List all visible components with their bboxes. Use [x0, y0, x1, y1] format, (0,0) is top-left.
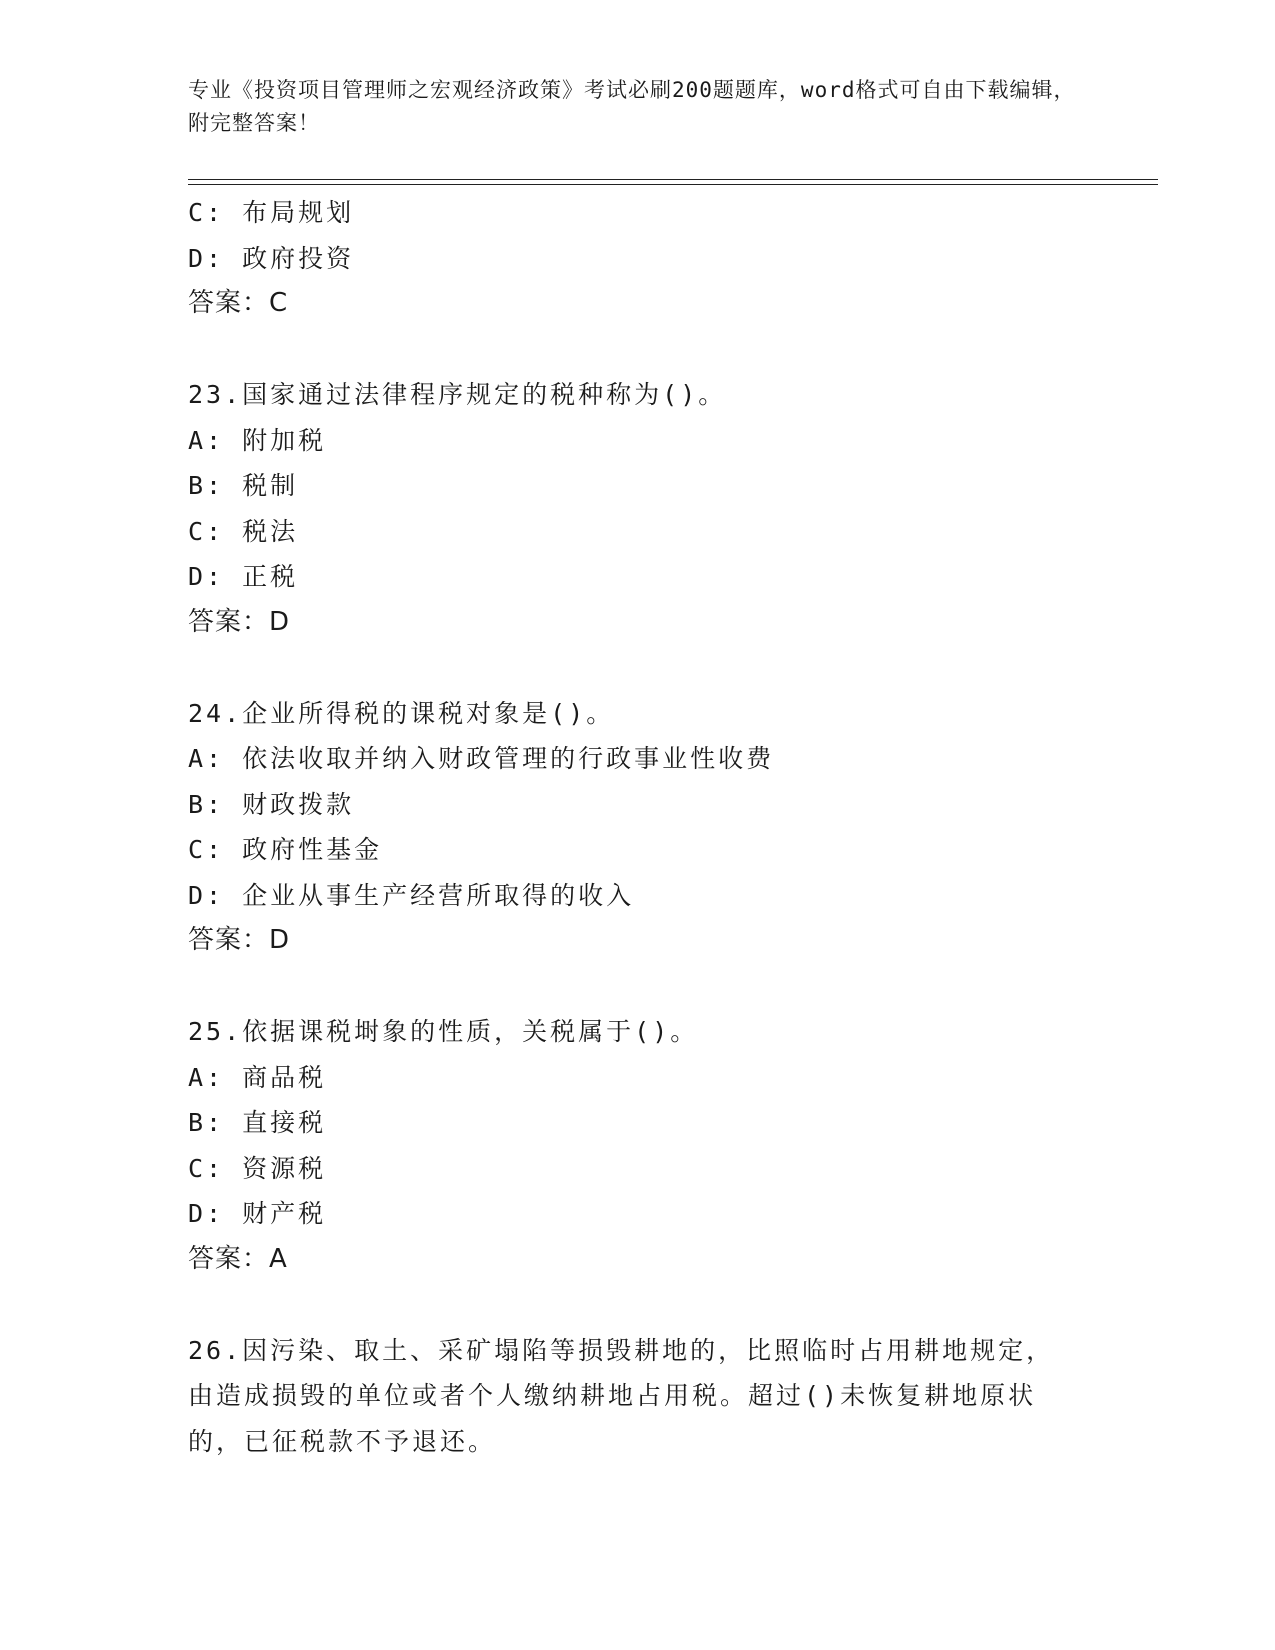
option-c: C: 税法 [188, 516, 299, 546]
option-d: D: 企业从事生产经营所取得的收入 [188, 880, 635, 910]
option-c: C: 资源税 [188, 1153, 327, 1183]
previous-question [188, 190, 1088, 327]
answer-line: 答案：D [188, 606, 291, 637]
question-stem: 25.依据课税埘象的性质，关税属于()。 [188, 1017, 699, 1046]
option-c: C: 政府性基金 [188, 835, 383, 864]
question-stem: 26.因污染、取土、采矿塌陷等损毁耕地的，比照临时占用耕地规定，由造成损毁的单位或者个人缴纳耕地占用税。超过()未恢复耕地原状的，已征税款不予退还。 [188, 1335, 1055, 1456]
question-24 [188, 691, 1088, 964]
question-23 [188, 372, 1088, 645]
question-content [188, 190, 1088, 1464]
question-stem: 23.国家通过法律程序规定的税种称为()。 [188, 380, 727, 409]
option-a: A: 附加税 [188, 425, 327, 455]
answer-line: 答案：C [188, 288, 289, 318]
header-rule-bottom [188, 184, 1158, 185]
question-stem: 24.企业所得税的课税对象是()。 [188, 698, 615, 728]
option-b: B: 财政拨款 [188, 789, 355, 819]
option-d: D: 财产税 [188, 1199, 327, 1228]
option-b: B: 税制 [188, 471, 299, 500]
question-26 [188, 1328, 1088, 1465]
document-header: 专业《投资项目管理师之宏观经济政策》考试必刷200题题库，word格式可自由下载编辑，附完整答案！ [188, 78, 1076, 135]
answer-line: 答案：A [188, 1243, 288, 1274]
option-d: D: 正税 [188, 562, 299, 591]
answer-line: 答案：D [188, 925, 291, 955]
option-c: C: 布局规划 [188, 198, 355, 227]
question-25 [188, 1009, 1088, 1282]
option-a: A: 依法收取并纳入财政管理的行政事业性收费 [188, 744, 775, 773]
option-b: B: 直接税 [188, 1108, 327, 1137]
header-rule-top [188, 179, 1158, 180]
option-d: D: 政府投资 [188, 243, 355, 273]
option-a: A: 商品税 [188, 1062, 327, 1092]
